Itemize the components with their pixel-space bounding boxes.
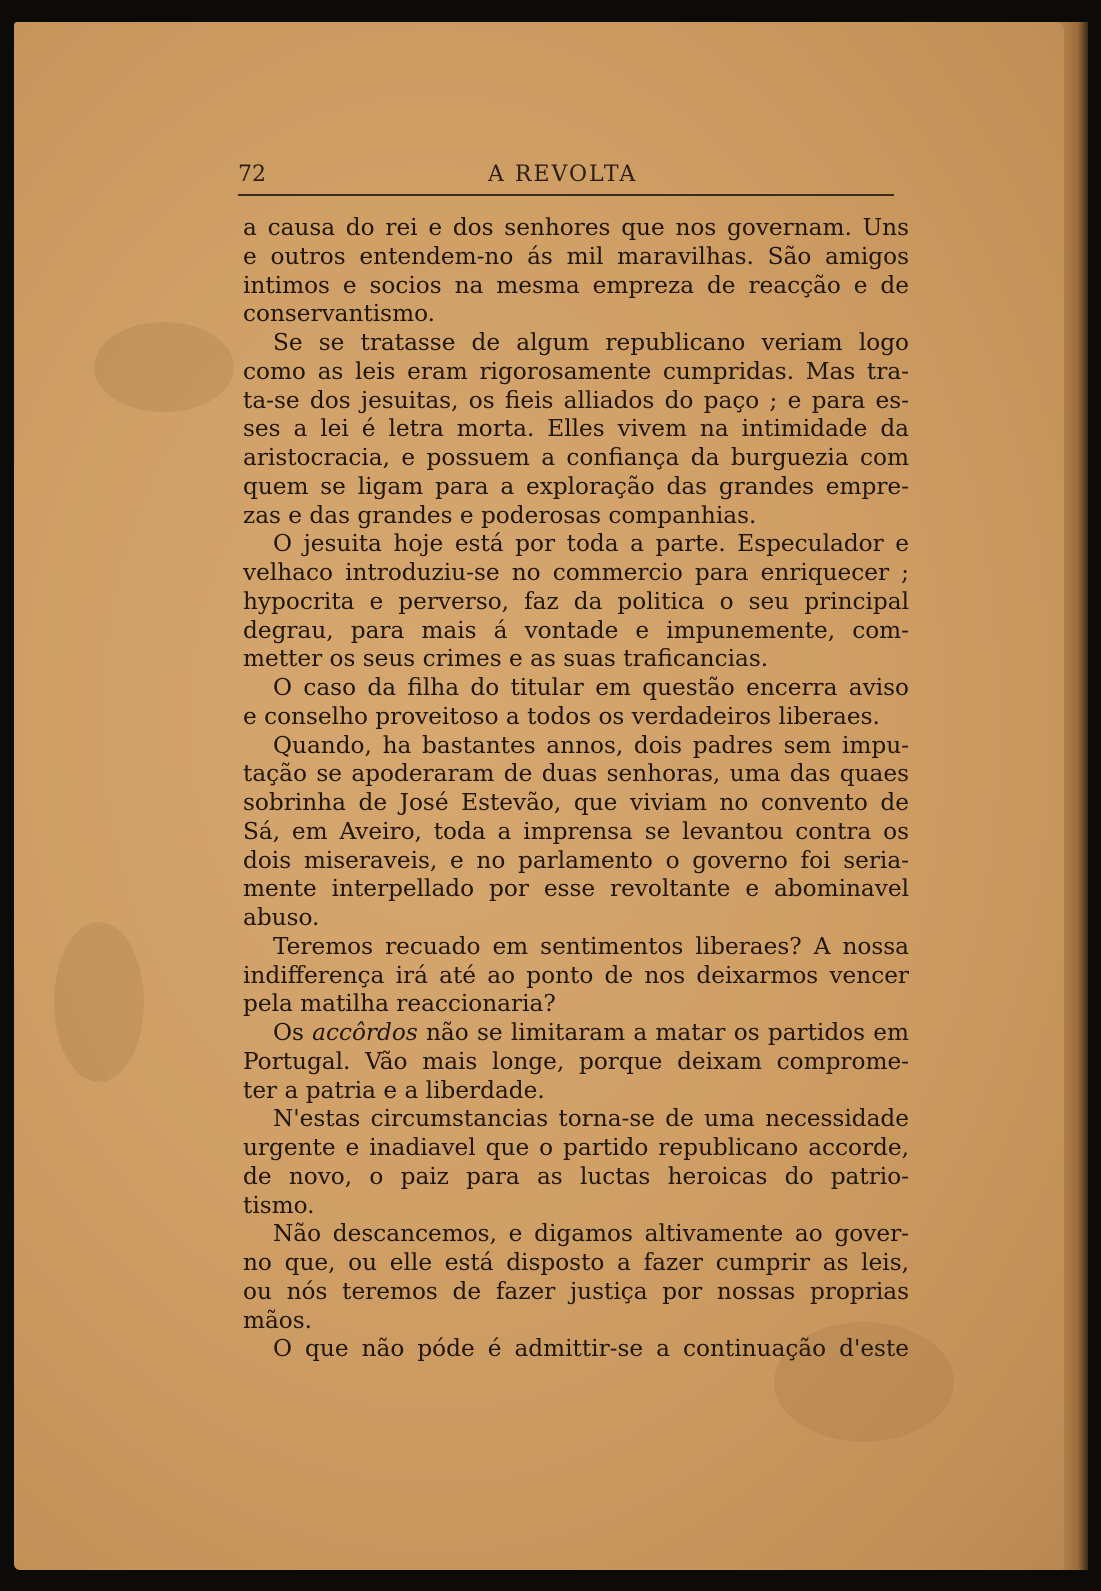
- text-line: ses a lei é letra morta. Elles vivem na intimidade da: [243, 415, 909, 443]
- text-line: conservantismo.: [243, 300, 435, 328]
- text-line: metter os seus crimes e as suas traficancias.: [243, 645, 769, 673]
- text-line: tação se apoderaram de duas senhoras, uma das quaes: [243, 760, 909, 788]
- text-line: abuso.: [243, 904, 320, 931]
- text-line: ta-se dos jesuitas, os fieis alliados do paço ; e para es-: [243, 386, 909, 414]
- text-line: mãos.: [243, 1306, 313, 1334]
- text-line: Portugal. Vão mais longe, porque deixam comprome-: [243, 1047, 909, 1075]
- text-line: ter a patria e a liberdade.: [243, 1076, 545, 1104]
- text-line: Teremos recuado em sentimentos liberaes? A nossa: [273, 932, 909, 960]
- text-line: intimos e socios na mesma empreza de reacção e de: [243, 271, 909, 299]
- text-line: hypocrita e perverso, faz da politica o seu principal: [243, 587, 909, 615]
- text-line: aristocracia, e possuem a confiança da burguezia com: [243, 444, 909, 471]
- text-line: e conselho proveitoso a todos os verdadeiros liberaes.: [243, 702, 880, 730]
- text-line: mente interpellado por esse revoltante e abominavel: [243, 875, 909, 903]
- italic-word: accôrdos: [312, 1019, 418, 1046]
- text-line: urgente e inadiavel que o partido republicano accorde,: [243, 1134, 909, 1161]
- text-line: zas e das grandes e poderosas companhias.: [243, 501, 757, 529]
- text-line: pela matilha reaccionaria?: [243, 990, 556, 1018]
- text-line: como as leis eram rigorosamente cumpridas. Mas tra-: [243, 357, 909, 385]
- text-line: N'estas circumstancias torna-se de uma necessidade: [273, 1105, 909, 1133]
- paper-stain: [94, 322, 234, 412]
- text-line: Não descancemos, e digamos altivamente ao gover-: [273, 1220, 909, 1248]
- page-header: [238, 158, 894, 196]
- text-line: sobrinha de José Estevão, que viviam no convento de: [243, 789, 909, 816]
- text-line: a causa do rei e dos senhores que nos governam. Uns: [243, 214, 909, 241]
- text-line: dois miseraveis, e no parlamento o governo foi seria-: [243, 846, 909, 874]
- paper-stain: [54, 922, 144, 1082]
- text-line: velhaco introduziu-se no commercio para enriquecer ;: [243, 559, 909, 586]
- text-line: degrau, para mais á vontade e impunemente, com-: [243, 616, 909, 644]
- text-line: ou nós teremos de fazer justiça por nossas proprias: [243, 1277, 909, 1305]
- page-number: 72: [238, 162, 266, 187]
- text-line: indifferença irá até ao ponto de nos deixarmos vencer: [243, 961, 909, 989]
- text-line: O caso da filha do titular em questão encerra aviso: [273, 674, 909, 701]
- text-line: Sá, em Aveiro, toda a imprensa se levantou contra os: [243, 817, 909, 845]
- text-fragment: não se limitaram a matar os partidos em: [417, 1019, 909, 1046]
- text-line: quem se ligam para a exploração das grandes empre-: [243, 472, 909, 500]
- text-line: e outros entendem-no ás mil maravilhas. São amigos: [243, 242, 909, 270]
- running-title: A REVOLTA: [488, 162, 638, 187]
- text-line: O jesuita hoje está por toda a parte. Especulador e: [273, 530, 909, 558]
- text-fragment: Os: [273, 1019, 313, 1046]
- text-line: tismo.: [243, 1191, 315, 1219]
- text-line: O que não póde é admittir-se a continuação d'este: [273, 1335, 909, 1363]
- text-line: [243, 1019, 909, 1048]
- body-text: [243, 214, 909, 1364]
- text-line: no que, ou elle está disposto a fazer cumprir as leis,: [243, 1249, 909, 1276]
- text-line: de novo, o paiz para as luctas heroicas do patrio-: [243, 1162, 909, 1190]
- text-line: Se se tratasse de algum republicano veriam logo: [273, 329, 909, 356]
- text-line: Quando, ha bastantes annos, dois padres sem impu-: [273, 731, 909, 759]
